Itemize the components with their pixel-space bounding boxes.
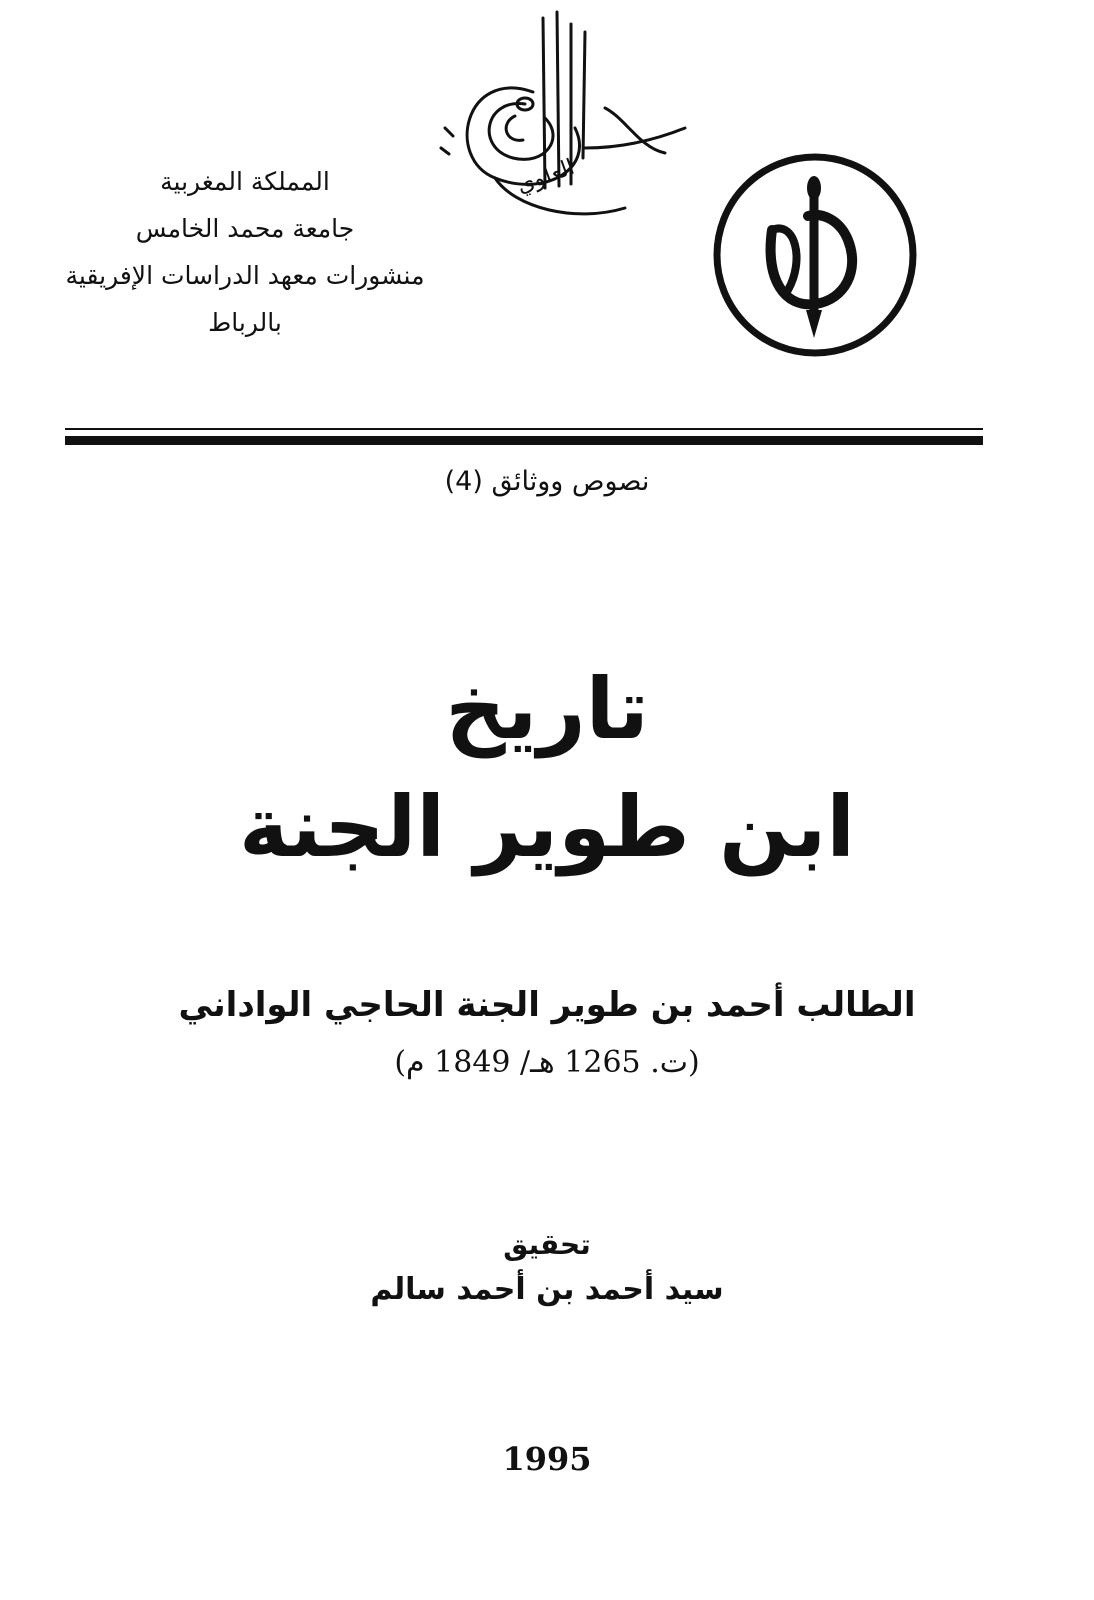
- author-dates: (ت. 1265 هـ/ 1849 م): [394, 1045, 700, 1080]
- tughra-text: العلوي: [513, 154, 578, 199]
- header-rule-thin: [65, 428, 983, 430]
- institute-logo-icon: [710, 150, 920, 360]
- editor-name: سيد أحمد بن أحمد سالم: [370, 1272, 724, 1307]
- series-label: نصوص ووثائق (4): [444, 466, 650, 497]
- institute-name: منشورات معهد الدراسات الإفريقية: [65, 261, 425, 290]
- book-title-line-1: تاريخ: [445, 660, 649, 758]
- royal-tughra-icon: [425, 8, 695, 243]
- university-name: جامعة محمد الخامس: [135, 214, 355, 243]
- book-title-line-2: ابن طوير الجنة: [238, 778, 856, 876]
- city-name: بالرباط: [208, 308, 282, 337]
- editor-label: تحقيق: [503, 1228, 591, 1261]
- institution-header: [40, 158, 450, 346]
- author-name: الطالب أحمد بن طوير الجنة الحاجي الواداني: [178, 985, 916, 1025]
- publication-year: 1995: [502, 1440, 592, 1478]
- header-rule-thick: [65, 436, 983, 445]
- kingdom-name: المملكة المغربية: [160, 167, 330, 196]
